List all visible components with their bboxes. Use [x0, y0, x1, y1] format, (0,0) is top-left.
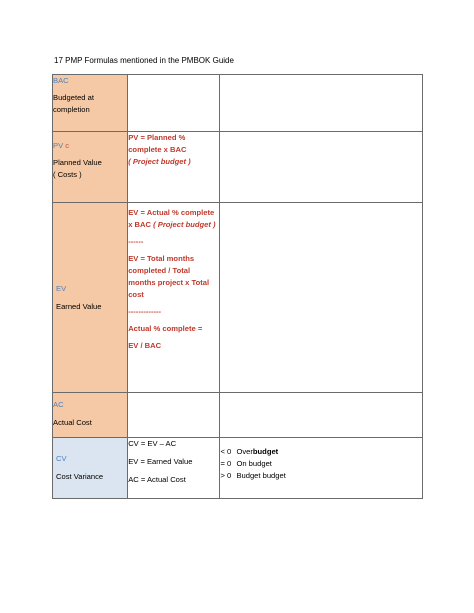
- pv-notes-cell: [220, 132, 423, 203]
- cv-label: Cost Variance: [56, 472, 104, 481]
- ev-alt2-line1: Actual % complete =: [128, 324, 203, 333]
- ac-formula-cell: [128, 393, 220, 438]
- cv-abbr: CV: [56, 454, 67, 463]
- cv-formula-cell: [128, 438, 220, 499]
- cv-term-cell: [53, 438, 128, 499]
- table-row-pv: [53, 132, 423, 203]
- cv-interpretation-on: = 0 On budget: [220, 459, 272, 468]
- ev-alt2-line2: EV / BAC: [128, 341, 162, 350]
- ev-separator-2: -------------: [128, 307, 162, 316]
- bac-term-cell: [53, 75, 128, 132]
- ev-term-cell: [53, 203, 128, 393]
- table-row-cv: [53, 438, 423, 499]
- pv-formula-line2: complete x BAC: [128, 145, 187, 154]
- ac-notes-cell: [220, 393, 423, 438]
- cv-formula: CV = EV – AC: [128, 439, 177, 448]
- ev-separator-1: ------: [128, 237, 144, 246]
- ac-term-cell: [53, 393, 128, 438]
- pv-abbr: PV c: [53, 141, 70, 150]
- table-row-bac: [53, 75, 423, 132]
- pv-label-line2: ( Costs ): [53, 170, 82, 179]
- pv-term-cell: [53, 132, 128, 203]
- bac-label-line2: completion: [53, 105, 90, 114]
- ev-abbr: EV: [56, 283, 67, 293]
- pv-formula-cell: [128, 132, 220, 203]
- table-row-ac: [53, 393, 423, 438]
- formula-table: [52, 74, 423, 499]
- ev-alt-line3: months project x Total: [128, 278, 210, 287]
- ev-alt-line1: EV = Total months: [128, 254, 195, 263]
- ac-label: Actual Cost: [53, 418, 92, 427]
- bac-label-line1: Budgeted at: [53, 93, 94, 102]
- pv-formula-line1: PV = Planned %: [128, 133, 186, 142]
- pv-label-line1: Planned Value: [53, 158, 102, 167]
- ev-formula-line2: x BAC ( Project budget ): [128, 220, 216, 229]
- bac-notes-cell: [220, 75, 423, 132]
- table-row-ev: [53, 203, 423, 393]
- cv-interpretation-cell: [220, 438, 423, 499]
- ev-alt-line2: completed / Total: [128, 266, 191, 275]
- ev-alt-line4: cost: [128, 290, 144, 299]
- ev-label: Earned Value: [56, 301, 102, 311]
- ev-formula-line1: EV = Actual % complete: [128, 208, 215, 217]
- bac-formula-cell: [128, 75, 220, 132]
- cv-ac-definition: AC = Actual Cost: [128, 475, 186, 484]
- cv-interpretation-under: > 0 Budget budget: [220, 471, 286, 480]
- cv-ev-definition: EV = Earned Value: [128, 457, 193, 466]
- ac-abbr: AC: [53, 400, 64, 409]
- ev-notes-cell: [220, 203, 423, 393]
- pv-formula-note: ( Project budget ): [128, 157, 191, 166]
- page-title: 17 PMP Formulas mentioned in the PMBOK Guide: [54, 56, 234, 65]
- cv-interpretation-over: < 0 Overbudget: [220, 447, 279, 456]
- bac-abbr: BAC: [53, 76, 69, 85]
- ev-formula-cell: [128, 203, 220, 393]
